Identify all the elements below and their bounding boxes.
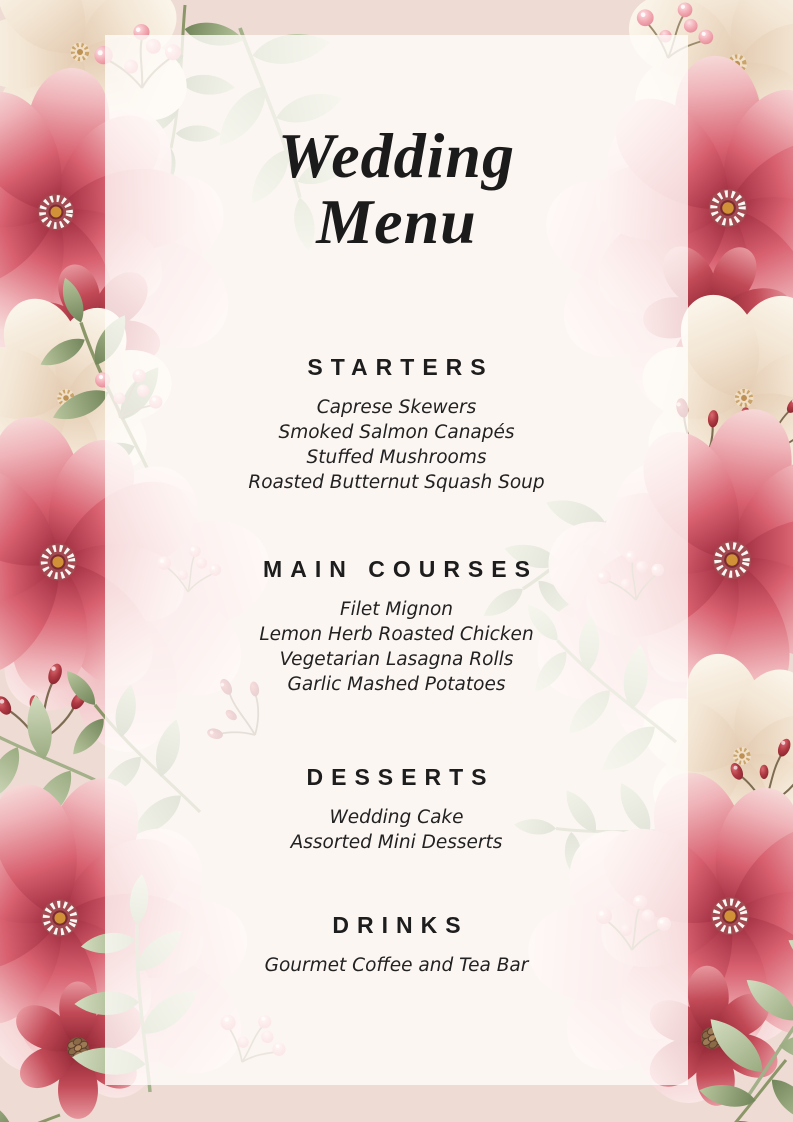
menu-title xyxy=(105,35,688,255)
section-heading: DRINKS xyxy=(332,912,469,938)
menu-section-starters xyxy=(105,353,688,495)
section-heading: MAIN COURSES xyxy=(263,556,538,582)
menu-item: Roasted Butternut Squash Soup xyxy=(248,472,545,493)
menu-item: Assorted Mini Desserts xyxy=(290,832,503,853)
menu-item: Stuffed Mushrooms xyxy=(306,447,487,468)
menu-title-line1: Wedding xyxy=(278,120,515,191)
section-heading: STARTERS xyxy=(307,354,494,380)
menu-item: Garlic Mashed Potatoes xyxy=(287,674,506,695)
menu-section-desserts xyxy=(105,763,688,855)
menu-section-main-courses xyxy=(105,555,688,697)
section-heading: DESSERTS xyxy=(306,764,495,790)
menu-content xyxy=(105,35,688,1085)
menu-item: Lemon Herb Roasted Chicken xyxy=(259,624,534,645)
menu-title-line2: Menu xyxy=(316,186,477,257)
menu-item: Wedding Cake xyxy=(329,807,464,828)
menu-section-drinks xyxy=(105,911,688,978)
menu-item: Smoked Salmon Canapés xyxy=(278,422,515,443)
menu-item: Vegetarian Lasagna Rolls xyxy=(279,649,514,670)
menu-item: Filet Mignon xyxy=(339,599,454,620)
menu-item: Gourmet Coffee and Tea Bar xyxy=(264,955,529,976)
menu-item: Caprese Skewers xyxy=(316,397,477,418)
